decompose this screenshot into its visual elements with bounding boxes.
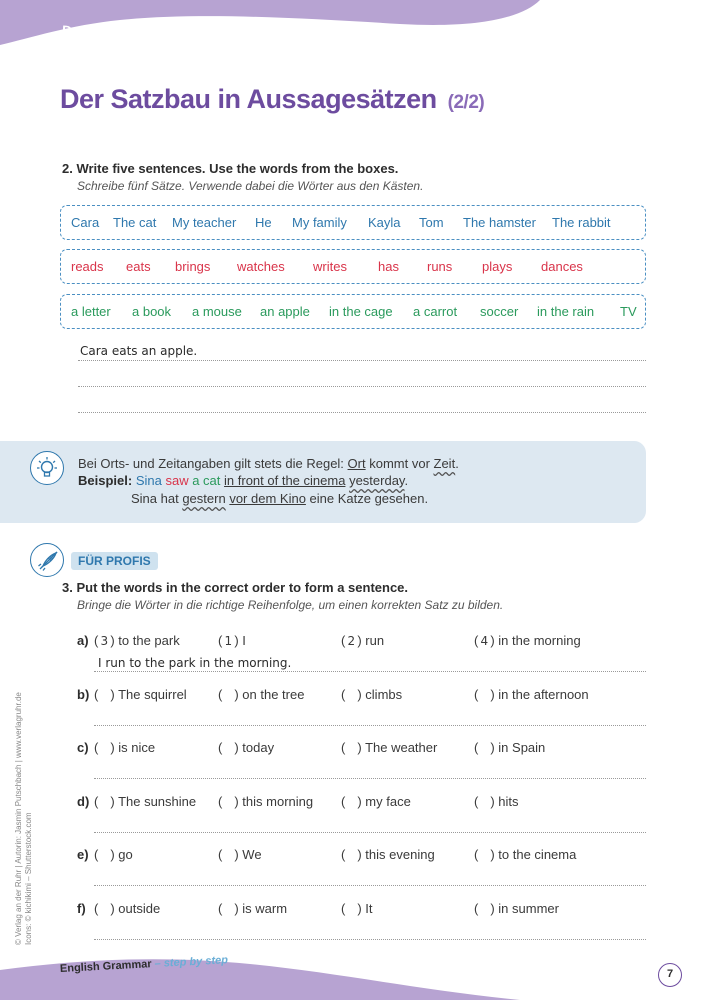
bracket: (	[94, 794, 99, 809]
word-verb: writes	[313, 259, 347, 274]
exercise-word	[218, 847, 262, 862]
bracket: )	[357, 740, 366, 755]
bracket: )	[110, 687, 119, 702]
word-subject: Kayla	[368, 215, 401, 230]
task3-example-answer: I run to the park in the morning.	[98, 656, 292, 670]
word-subject: Cara	[71, 215, 100, 230]
exercise-word	[94, 633, 180, 648]
bracket: )	[490, 633, 499, 648]
credit-line: © Verlag an der Ruhr | Autorin: Jasmin Putschbach | www.verlagruhr.de	[14, 692, 23, 945]
word-object: TV	[620, 304, 637, 319]
order-number-field[interactable]: 3	[100, 634, 109, 648]
word-subject: Tom	[419, 215, 444, 230]
word-chunk: hits	[498, 794, 519, 809]
word-verb: has	[378, 259, 399, 274]
bracket: (	[94, 633, 99, 648]
rule-text: Bei Orts- und Zeitangaben gilt stets die Regel:	[78, 456, 348, 471]
word-verb: dances	[541, 259, 583, 274]
answer-line[interactable]	[94, 832, 646, 833]
word-object: in the cage	[329, 304, 393, 319]
bracket: (	[341, 633, 346, 648]
exercise-word	[341, 633, 384, 648]
word-chunk: in the afternoon	[498, 687, 589, 702]
bracket: (	[94, 847, 99, 862]
bracket: (	[94, 740, 99, 755]
exercise-word	[94, 901, 160, 916]
word-verb: eats	[126, 259, 151, 274]
bracket: (	[341, 740, 346, 755]
exercise-letter: c)	[77, 740, 89, 755]
word-chunk: today	[242, 740, 275, 755]
bracket: )	[110, 794, 119, 809]
bracket: )	[490, 847, 499, 862]
example-object: a cat	[192, 473, 221, 488]
bracket: )	[110, 633, 119, 648]
bracket: )	[490, 740, 499, 755]
bracket: (	[94, 901, 99, 916]
bracket: (	[218, 847, 223, 862]
bracket: (	[218, 901, 223, 916]
bracket: )	[490, 794, 499, 809]
exercise-word	[218, 901, 287, 916]
exercise-word	[474, 847, 576, 862]
credit-line: Icons: © kichikimi – Shutterstock.com	[24, 812, 33, 945]
bracket: (	[474, 740, 479, 755]
rule-text: kommt vor	[365, 456, 434, 471]
bracket: )	[234, 847, 243, 862]
subjects-box	[60, 205, 646, 240]
word-chunk: is warm	[242, 901, 288, 916]
rule-zeit: Zeit	[433, 456, 456, 471]
word-chunk: run	[365, 633, 385, 648]
bracket: (	[341, 794, 346, 809]
copyright-credit	[14, 692, 34, 945]
exercise-letter: f)	[77, 901, 86, 916]
word-chunk: this morning	[242, 794, 314, 809]
bracket: (	[474, 794, 479, 809]
bracket: (	[341, 847, 346, 862]
rule-line-3	[131, 491, 428, 506]
bracket: (	[341, 901, 346, 916]
task3-instruction-de: Bringe die Wörter in die richtige Reihenfolge, um einen korrekten Satz zu bilden.	[77, 598, 504, 612]
exercise-letter: b)	[77, 687, 90, 702]
rocket-icon	[30, 543, 64, 577]
task2-instruction-de: Schreibe fünf Sätze. Verwende dabei die Wörter aus den Kästen.	[77, 179, 424, 193]
answer-line[interactable]	[94, 671, 646, 672]
lightbulb-icon	[30, 451, 64, 485]
answer-line[interactable]	[94, 725, 646, 726]
rule-ort: Ort	[347, 456, 366, 471]
example-de-place: vor dem Kino	[229, 491, 306, 506]
bracket: )	[234, 794, 243, 809]
bracket: )	[357, 687, 366, 702]
rule-text: eine Katze gesehen.	[305, 491, 429, 506]
exercise-word	[474, 633, 581, 648]
rule-text: .	[455, 456, 459, 471]
bracket: (	[218, 687, 223, 702]
footer-title: English Grammar	[59, 958, 152, 975]
bracket: (	[218, 740, 223, 755]
exercise-letter: d)	[77, 794, 90, 809]
bracket: )	[234, 740, 243, 755]
exercise-word	[94, 794, 196, 809]
answer-line[interactable]	[94, 778, 646, 779]
word-verb: watches	[237, 259, 285, 274]
bracket: (	[218, 633, 223, 648]
beispiel-label: Beispiel:	[78, 473, 133, 488]
example-time: yesterday	[349, 473, 405, 488]
word-object: in the rain	[537, 304, 595, 319]
bracket: (	[474, 847, 479, 862]
bracket: )	[357, 847, 366, 862]
word-subject: He	[255, 215, 272, 230]
word-chunk: We	[242, 847, 262, 862]
exercise-word	[341, 687, 402, 702]
example-verb: saw	[165, 473, 189, 488]
answer-line	[78, 386, 646, 387]
task3-instruction: 3. Put the words in the correct order to form a sentence.	[62, 580, 409, 595]
task2-instruction: 2. Write five sentences. Use the words from the boxes.	[62, 161, 399, 176]
bracket: (	[218, 794, 223, 809]
example-place: in front of the cinema	[224, 473, 346, 488]
word-object: a letter	[71, 304, 111, 319]
exercise-word	[474, 687, 589, 702]
word-chunk: my face	[365, 794, 411, 809]
word-chunk: I	[242, 633, 246, 648]
exercise-word	[94, 847, 133, 862]
bracket: )	[234, 687, 243, 702]
word-chunk: The weather	[365, 740, 438, 755]
word-object: a book	[132, 304, 172, 319]
order-number-field[interactable]: 1	[224, 634, 233, 648]
footer-subtitle: – step by step	[151, 954, 229, 971]
bracket: )	[234, 633, 243, 648]
word-verb: runs	[427, 259, 453, 274]
bracket: (	[474, 633, 479, 648]
exercise-word	[341, 901, 373, 916]
word-chunk: go	[118, 847, 133, 862]
answer-line	[78, 412, 646, 413]
word-verb: brings	[175, 259, 211, 274]
bracket: (	[341, 687, 346, 702]
word-subject: The cat	[113, 215, 157, 230]
example-de-time: gestern	[182, 491, 226, 506]
bracket: )	[490, 687, 499, 702]
order-number-field[interactable]: 2	[347, 634, 356, 648]
page-number: 7	[658, 963, 682, 987]
word-object: an apple	[260, 304, 310, 319]
header-label: Der englische Satzbau	[61, 22, 216, 49]
word-subject: My family	[292, 215, 347, 230]
objects-box	[60, 294, 646, 329]
word-chunk: on the tree	[242, 687, 305, 702]
bracket: )	[234, 901, 243, 916]
bracket: (	[94, 687, 99, 702]
bracket: )	[110, 740, 119, 755]
word-chunk: The sunshine	[118, 794, 197, 809]
exercise-letter: e)	[77, 847, 89, 862]
page-title	[60, 84, 484, 115]
exercise-word	[94, 740, 155, 755]
exercise-word	[474, 740, 545, 755]
bracket: )	[110, 901, 119, 916]
task2-example-answer: Cara eats an apple.	[80, 344, 198, 358]
word-object: a mouse	[192, 304, 242, 319]
word-subject: The hamster	[463, 215, 536, 230]
page-title-main: Der Satzbau in Aussagesätzen	[60, 84, 437, 114]
bracket: (	[474, 901, 479, 916]
exercise-word	[94, 687, 187, 702]
word-object: a carrot	[413, 304, 458, 319]
answer-line[interactable]	[94, 885, 646, 886]
exercise-word	[218, 687, 304, 702]
bracket: )	[357, 901, 366, 916]
word-chunk: climbs	[365, 687, 403, 702]
word-verb: plays	[482, 259, 513, 274]
exercise-word	[218, 794, 313, 809]
exercise-letter: a)	[77, 633, 89, 648]
page-title-part: (2/2)	[447, 92, 485, 113]
word-subject: The rabbit	[552, 215, 611, 230]
word-chunk: is nice	[118, 740, 156, 755]
word-chunk: It	[365, 901, 373, 916]
verbs-box	[60, 249, 646, 284]
example-subject: Sina	[135, 473, 162, 488]
rule-line-1	[78, 456, 459, 471]
bracket: )	[490, 901, 499, 916]
answer-line	[78, 360, 646, 361]
bracket: (	[474, 687, 479, 702]
exercise-word	[474, 901, 559, 916]
word-verb: reads	[71, 259, 104, 274]
word-chunk: outside	[118, 901, 161, 916]
bracket: )	[357, 633, 366, 648]
word-chunk: this evening	[365, 847, 435, 862]
exercise-word	[341, 740, 437, 755]
word-object: soccer	[480, 304, 519, 319]
bracket: )	[357, 794, 366, 809]
order-number-field[interactable]: 4	[480, 634, 489, 648]
pro-badge: FÜR PROFIS	[71, 552, 158, 570]
exercise-word	[341, 794, 411, 809]
word-subject: My teacher	[172, 215, 237, 230]
word-chunk: in summer	[498, 901, 559, 916]
word-chunk: The squirrel	[118, 687, 187, 702]
word-chunk: to the cinema	[498, 847, 577, 862]
rule-text: Sina hat	[131, 491, 183, 506]
exercise-word	[341, 847, 435, 862]
rule-line-2	[78, 473, 408, 488]
word-chunk: in Spain	[498, 740, 546, 755]
exercise-word	[218, 633, 246, 648]
word-chunk: to the park	[118, 633, 180, 648]
rule-text: .	[404, 473, 409, 488]
word-chunk: in the morning	[498, 633, 581, 648]
exercise-word	[218, 740, 274, 755]
bracket: )	[110, 847, 119, 862]
exercise-word	[474, 794, 519, 809]
